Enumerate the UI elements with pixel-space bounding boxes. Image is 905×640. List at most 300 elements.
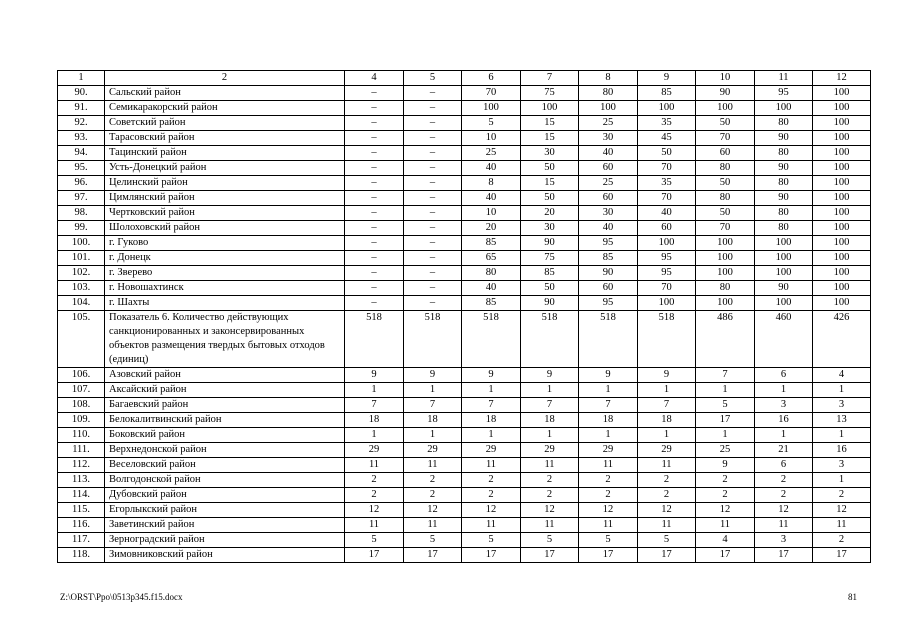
value-cell: 95	[638, 251, 696, 266]
value-cell: 1	[404, 428, 462, 443]
header-cell: 12	[813, 71, 871, 86]
row-number-cell: 109.	[58, 413, 105, 428]
value-cell: 1	[345, 428, 404, 443]
value-cell: 100	[638, 236, 696, 251]
table-row	[58, 368, 871, 383]
value-cell: 12	[579, 503, 638, 518]
value-cell: 29	[521, 443, 579, 458]
table-row	[58, 533, 871, 548]
value-cell: 9	[579, 368, 638, 383]
value-cell: 90	[579, 266, 638, 281]
table-row	[58, 221, 871, 236]
value-cell: 20	[462, 221, 521, 236]
name-cell: Аксайский район	[105, 383, 345, 398]
value-cell: 100	[462, 101, 521, 116]
value-cell: 2	[462, 488, 521, 503]
value-cell: 1	[813, 383, 871, 398]
value-cell: 10	[462, 206, 521, 221]
value-cell: –	[404, 86, 462, 101]
value-cell: 9	[696, 458, 755, 473]
value-cell: 2	[345, 473, 404, 488]
value-cell: 12	[638, 503, 696, 518]
value-cell: 9	[345, 368, 404, 383]
value-cell: 80	[755, 221, 813, 236]
value-cell: 21	[755, 443, 813, 458]
value-cell: 7	[696, 368, 755, 383]
name-cell: г. Новошахтинск	[105, 281, 345, 296]
value-cell: 30	[579, 206, 638, 221]
value-cell: 60	[638, 221, 696, 236]
name-cell: Азовский район	[105, 368, 345, 383]
name-cell: Тарасовский район	[105, 131, 345, 146]
value-cell: 70	[696, 221, 755, 236]
value-cell: 1	[813, 473, 871, 488]
value-cell: 1	[579, 383, 638, 398]
value-cell: 1	[638, 428, 696, 443]
value-cell: 29	[579, 443, 638, 458]
name-cell: Зимовниковский район	[105, 548, 345, 563]
row-number-cell: 105.	[58, 311, 105, 368]
value-cell: 100	[638, 296, 696, 311]
value-cell: –	[345, 206, 404, 221]
value-cell: 50	[521, 191, 579, 206]
name-cell: Зерноградский район	[105, 533, 345, 548]
value-cell: 2	[462, 473, 521, 488]
value-cell: –	[404, 206, 462, 221]
value-cell: 100	[813, 146, 871, 161]
table-row	[58, 86, 871, 101]
row-number-cell: 118.	[58, 548, 105, 563]
value-cell: –	[345, 176, 404, 191]
name-cell: Веселовский район	[105, 458, 345, 473]
value-cell: 460	[755, 311, 813, 368]
value-cell: 6	[755, 458, 813, 473]
value-cell: 8	[462, 176, 521, 191]
value-cell: 2	[755, 488, 813, 503]
value-cell: 100	[813, 251, 871, 266]
value-cell: 11	[404, 458, 462, 473]
value-cell: 1	[755, 383, 813, 398]
value-cell: 12	[521, 503, 579, 518]
value-cell: 1	[462, 383, 521, 398]
header-cell: 2	[105, 71, 345, 86]
value-cell: –	[345, 221, 404, 236]
value-cell: 100	[813, 266, 871, 281]
value-cell: –	[404, 116, 462, 131]
table-row	[58, 206, 871, 221]
value-cell: 9	[521, 368, 579, 383]
value-cell: 50	[696, 116, 755, 131]
value-cell: 4	[813, 368, 871, 383]
value-cell: 5	[404, 533, 462, 548]
value-cell: 2	[813, 533, 871, 548]
table-row	[58, 458, 871, 473]
value-cell: 35	[638, 176, 696, 191]
value-cell: 6	[755, 368, 813, 383]
value-cell: 11	[579, 518, 638, 533]
table-row	[58, 428, 871, 443]
value-cell: 65	[462, 251, 521, 266]
row-number-cell: 95.	[58, 161, 105, 176]
value-cell: 11	[345, 518, 404, 533]
name-cell: Шолоховский район	[105, 221, 345, 236]
value-cell: 18	[404, 413, 462, 428]
value-cell: –	[404, 266, 462, 281]
table-row	[58, 131, 871, 146]
value-cell: 11	[345, 458, 404, 473]
value-cell: –	[404, 161, 462, 176]
value-cell: 518	[579, 311, 638, 368]
row-number-cell: 92.	[58, 116, 105, 131]
value-cell: 90	[696, 86, 755, 101]
row-number-cell: 104.	[58, 296, 105, 311]
value-cell: 100	[638, 101, 696, 116]
row-number-cell: 113.	[58, 473, 105, 488]
value-cell: 80	[755, 206, 813, 221]
value-cell: 35	[638, 116, 696, 131]
value-cell: 70	[462, 86, 521, 101]
row-number-cell: 106.	[58, 368, 105, 383]
row-number-cell: 102.	[58, 266, 105, 281]
value-cell: 50	[696, 176, 755, 191]
value-cell: 100	[755, 236, 813, 251]
value-cell: 2	[813, 488, 871, 503]
value-cell: 50	[521, 161, 579, 176]
row-number-cell: 115.	[58, 503, 105, 518]
value-cell: 11	[638, 518, 696, 533]
value-cell: 5	[462, 533, 521, 548]
value-cell: 70	[638, 281, 696, 296]
value-cell: 29	[345, 443, 404, 458]
row-number-cell: 90.	[58, 86, 105, 101]
value-cell: 1	[579, 428, 638, 443]
value-cell: 100	[813, 86, 871, 101]
name-cell: Багаевский район	[105, 398, 345, 413]
name-cell: Заветинский район	[105, 518, 345, 533]
value-cell: 85	[579, 251, 638, 266]
value-cell: 5	[345, 533, 404, 548]
value-cell: 5	[462, 116, 521, 131]
value-cell: 85	[462, 296, 521, 311]
value-cell: 20	[521, 206, 579, 221]
header-cell: 8	[579, 71, 638, 86]
value-cell: 3	[813, 458, 871, 473]
value-cell: 5	[638, 533, 696, 548]
value-cell: 85	[462, 236, 521, 251]
value-cell: 60	[579, 161, 638, 176]
value-cell: –	[404, 176, 462, 191]
value-cell: 90	[755, 281, 813, 296]
row-number-cell: 117.	[58, 533, 105, 548]
value-cell: 100	[813, 176, 871, 191]
value-cell: –	[404, 236, 462, 251]
data-table	[57, 70, 871, 563]
value-cell: 100	[813, 221, 871, 236]
value-cell: 11	[579, 458, 638, 473]
value-cell: –	[404, 101, 462, 116]
name-cell: Цимлянский район	[105, 191, 345, 206]
value-cell: 60	[696, 146, 755, 161]
value-cell: 100	[696, 266, 755, 281]
value-cell: 100	[813, 281, 871, 296]
value-cell: 80	[755, 116, 813, 131]
row-number-cell: 112.	[58, 458, 105, 473]
header-cell: 11	[755, 71, 813, 86]
table-row	[58, 398, 871, 413]
name-cell: Семикаракорский район	[105, 101, 345, 116]
value-cell: 2	[521, 488, 579, 503]
row-number-cell: 97.	[58, 191, 105, 206]
value-cell: 70	[638, 191, 696, 206]
value-cell: 17	[404, 548, 462, 563]
value-cell: 7	[638, 398, 696, 413]
value-cell: 60	[579, 191, 638, 206]
table-row	[58, 236, 871, 251]
table-row	[58, 296, 871, 311]
value-cell: 2	[521, 473, 579, 488]
row-number-cell: 98.	[58, 206, 105, 221]
value-cell: 29	[638, 443, 696, 458]
name-cell: Советский район	[105, 116, 345, 131]
table-row	[58, 473, 871, 488]
value-cell: 50	[521, 281, 579, 296]
value-cell: 80	[696, 161, 755, 176]
value-cell: 1	[404, 383, 462, 398]
value-cell: 95	[579, 296, 638, 311]
value-cell: 15	[521, 131, 579, 146]
name-cell: Белокалитвинский район	[105, 413, 345, 428]
value-cell: 12	[345, 503, 404, 518]
value-cell: 518	[521, 311, 579, 368]
value-cell: –	[345, 86, 404, 101]
value-cell: –	[404, 131, 462, 146]
header-cell: 5	[404, 71, 462, 86]
value-cell: 100	[755, 251, 813, 266]
value-cell: 2	[755, 473, 813, 488]
row-number-cell: 100.	[58, 236, 105, 251]
value-cell: 12	[462, 503, 521, 518]
value-cell: 2	[696, 473, 755, 488]
value-cell: 100	[696, 236, 755, 251]
value-cell: 18	[521, 413, 579, 428]
value-cell: 7	[462, 398, 521, 413]
value-cell: 30	[521, 146, 579, 161]
value-cell: 17	[813, 548, 871, 563]
value-cell: 100	[813, 236, 871, 251]
value-cell: –	[345, 101, 404, 116]
header-cell: 9	[638, 71, 696, 86]
table-row	[58, 161, 871, 176]
value-cell: –	[345, 116, 404, 131]
value-cell: 11	[638, 458, 696, 473]
value-cell: –	[345, 296, 404, 311]
header-cell: 10	[696, 71, 755, 86]
row-number-cell: 111.	[58, 443, 105, 458]
value-cell: 1	[813, 428, 871, 443]
page-number: 81	[848, 592, 857, 602]
name-cell: Егорлыкский район	[105, 503, 345, 518]
value-cell: 486	[696, 311, 755, 368]
value-cell: 7	[345, 398, 404, 413]
row-number-cell: 103.	[58, 281, 105, 296]
value-cell: 9	[404, 368, 462, 383]
value-cell: 16	[755, 413, 813, 428]
value-cell: 100	[755, 101, 813, 116]
value-cell: 518	[638, 311, 696, 368]
value-cell: 1	[462, 428, 521, 443]
value-cell: 85	[521, 266, 579, 281]
value-cell: 75	[521, 86, 579, 101]
row-number-cell: 94.	[58, 146, 105, 161]
value-cell: 100	[696, 296, 755, 311]
header-cell: 1	[58, 71, 105, 86]
value-cell: 12	[813, 503, 871, 518]
value-cell: 518	[462, 311, 521, 368]
value-cell: 11	[404, 518, 462, 533]
value-cell: 40	[579, 146, 638, 161]
value-cell: 17	[579, 548, 638, 563]
value-cell: –	[345, 131, 404, 146]
value-cell: 95	[638, 266, 696, 281]
name-cell: Целинский район	[105, 176, 345, 191]
value-cell: 90	[755, 161, 813, 176]
value-cell: 11	[755, 518, 813, 533]
value-cell: 80	[696, 191, 755, 206]
table-row	[58, 116, 871, 131]
value-cell: 25	[696, 443, 755, 458]
file-path: Z:\ORST\Ppo\0513p345.f15.docx	[60, 592, 183, 602]
table-row	[58, 281, 871, 296]
name-cell: Сальский район	[105, 86, 345, 101]
name-cell: г. Шахты	[105, 296, 345, 311]
row-number-cell: 116.	[58, 518, 105, 533]
value-cell: 518	[345, 311, 404, 368]
value-cell: 25	[462, 146, 521, 161]
name-cell: Усть-Донецкий район	[105, 161, 345, 176]
value-cell: 13	[813, 413, 871, 428]
table-row	[58, 311, 871, 368]
value-cell: 426	[813, 311, 871, 368]
name-cell: Боковский район	[105, 428, 345, 443]
value-cell: 11	[462, 518, 521, 533]
value-cell: 40	[462, 191, 521, 206]
value-cell: –	[404, 146, 462, 161]
row-number-cell: 114.	[58, 488, 105, 503]
value-cell: 17	[696, 413, 755, 428]
value-cell: 3	[755, 398, 813, 413]
value-cell: 9	[462, 368, 521, 383]
name-cell: г. Зверево	[105, 266, 345, 281]
header-cell: 4	[345, 71, 404, 86]
value-cell: 100	[813, 131, 871, 146]
value-cell: 60	[579, 281, 638, 296]
value-cell: 80	[696, 281, 755, 296]
value-cell: –	[345, 281, 404, 296]
value-cell: 100	[813, 161, 871, 176]
value-cell: 11	[521, 458, 579, 473]
value-cell: 2	[404, 473, 462, 488]
row-number-cell: 110.	[58, 428, 105, 443]
table-row	[58, 503, 871, 518]
value-cell: 40	[638, 206, 696, 221]
value-cell: 18	[345, 413, 404, 428]
value-cell: 50	[696, 206, 755, 221]
value-cell: 80	[579, 86, 638, 101]
value-cell: –	[345, 266, 404, 281]
value-cell: 3	[813, 398, 871, 413]
value-cell: 29	[404, 443, 462, 458]
value-cell: –	[404, 251, 462, 266]
table-row	[58, 443, 871, 458]
value-cell: 2	[579, 473, 638, 488]
name-cell: г. Донецк	[105, 251, 345, 266]
value-cell: 30	[579, 131, 638, 146]
value-cell: –	[345, 191, 404, 206]
value-cell: 2	[579, 488, 638, 503]
value-cell: 12	[404, 503, 462, 518]
value-cell: –	[345, 161, 404, 176]
row-number-cell: 93.	[58, 131, 105, 146]
value-cell: 85	[638, 86, 696, 101]
value-cell: 95	[755, 86, 813, 101]
value-cell: 100	[521, 101, 579, 116]
value-cell: 1	[696, 383, 755, 398]
value-cell: 70	[696, 131, 755, 146]
table-row	[58, 518, 871, 533]
value-cell: 11	[521, 518, 579, 533]
table-row	[58, 266, 871, 281]
value-cell: 2	[638, 488, 696, 503]
value-cell: 7	[521, 398, 579, 413]
value-cell: –	[404, 221, 462, 236]
value-cell: 100	[813, 191, 871, 206]
value-cell: –	[404, 296, 462, 311]
value-cell: 7	[579, 398, 638, 413]
value-cell: 95	[579, 236, 638, 251]
value-cell: 80	[462, 266, 521, 281]
value-cell: 90	[521, 236, 579, 251]
value-cell: 80	[755, 176, 813, 191]
value-cell: –	[345, 251, 404, 266]
value-cell: 100	[813, 296, 871, 311]
value-cell: 18	[579, 413, 638, 428]
value-cell: –	[404, 191, 462, 206]
value-cell: 90	[755, 131, 813, 146]
value-cell: 15	[521, 176, 579, 191]
value-cell: 50	[638, 146, 696, 161]
value-cell: 11	[696, 518, 755, 533]
table-row	[58, 383, 871, 398]
table-row	[58, 251, 871, 266]
value-cell: 9	[638, 368, 696, 383]
value-cell: 1	[696, 428, 755, 443]
row-number-cell: 108.	[58, 398, 105, 413]
value-cell: 100	[813, 116, 871, 131]
value-cell: 18	[462, 413, 521, 428]
table-row	[58, 548, 871, 563]
value-cell: 7	[404, 398, 462, 413]
value-cell: 40	[462, 161, 521, 176]
value-cell: 100	[696, 101, 755, 116]
value-cell: 2	[345, 488, 404, 503]
value-cell: 5	[696, 398, 755, 413]
value-cell: 17	[345, 548, 404, 563]
value-cell: 100	[755, 296, 813, 311]
name-cell: Чертковский район	[105, 206, 345, 221]
name-cell: Волгодонской район	[105, 473, 345, 488]
value-cell: 30	[521, 221, 579, 236]
value-cell: 40	[579, 221, 638, 236]
